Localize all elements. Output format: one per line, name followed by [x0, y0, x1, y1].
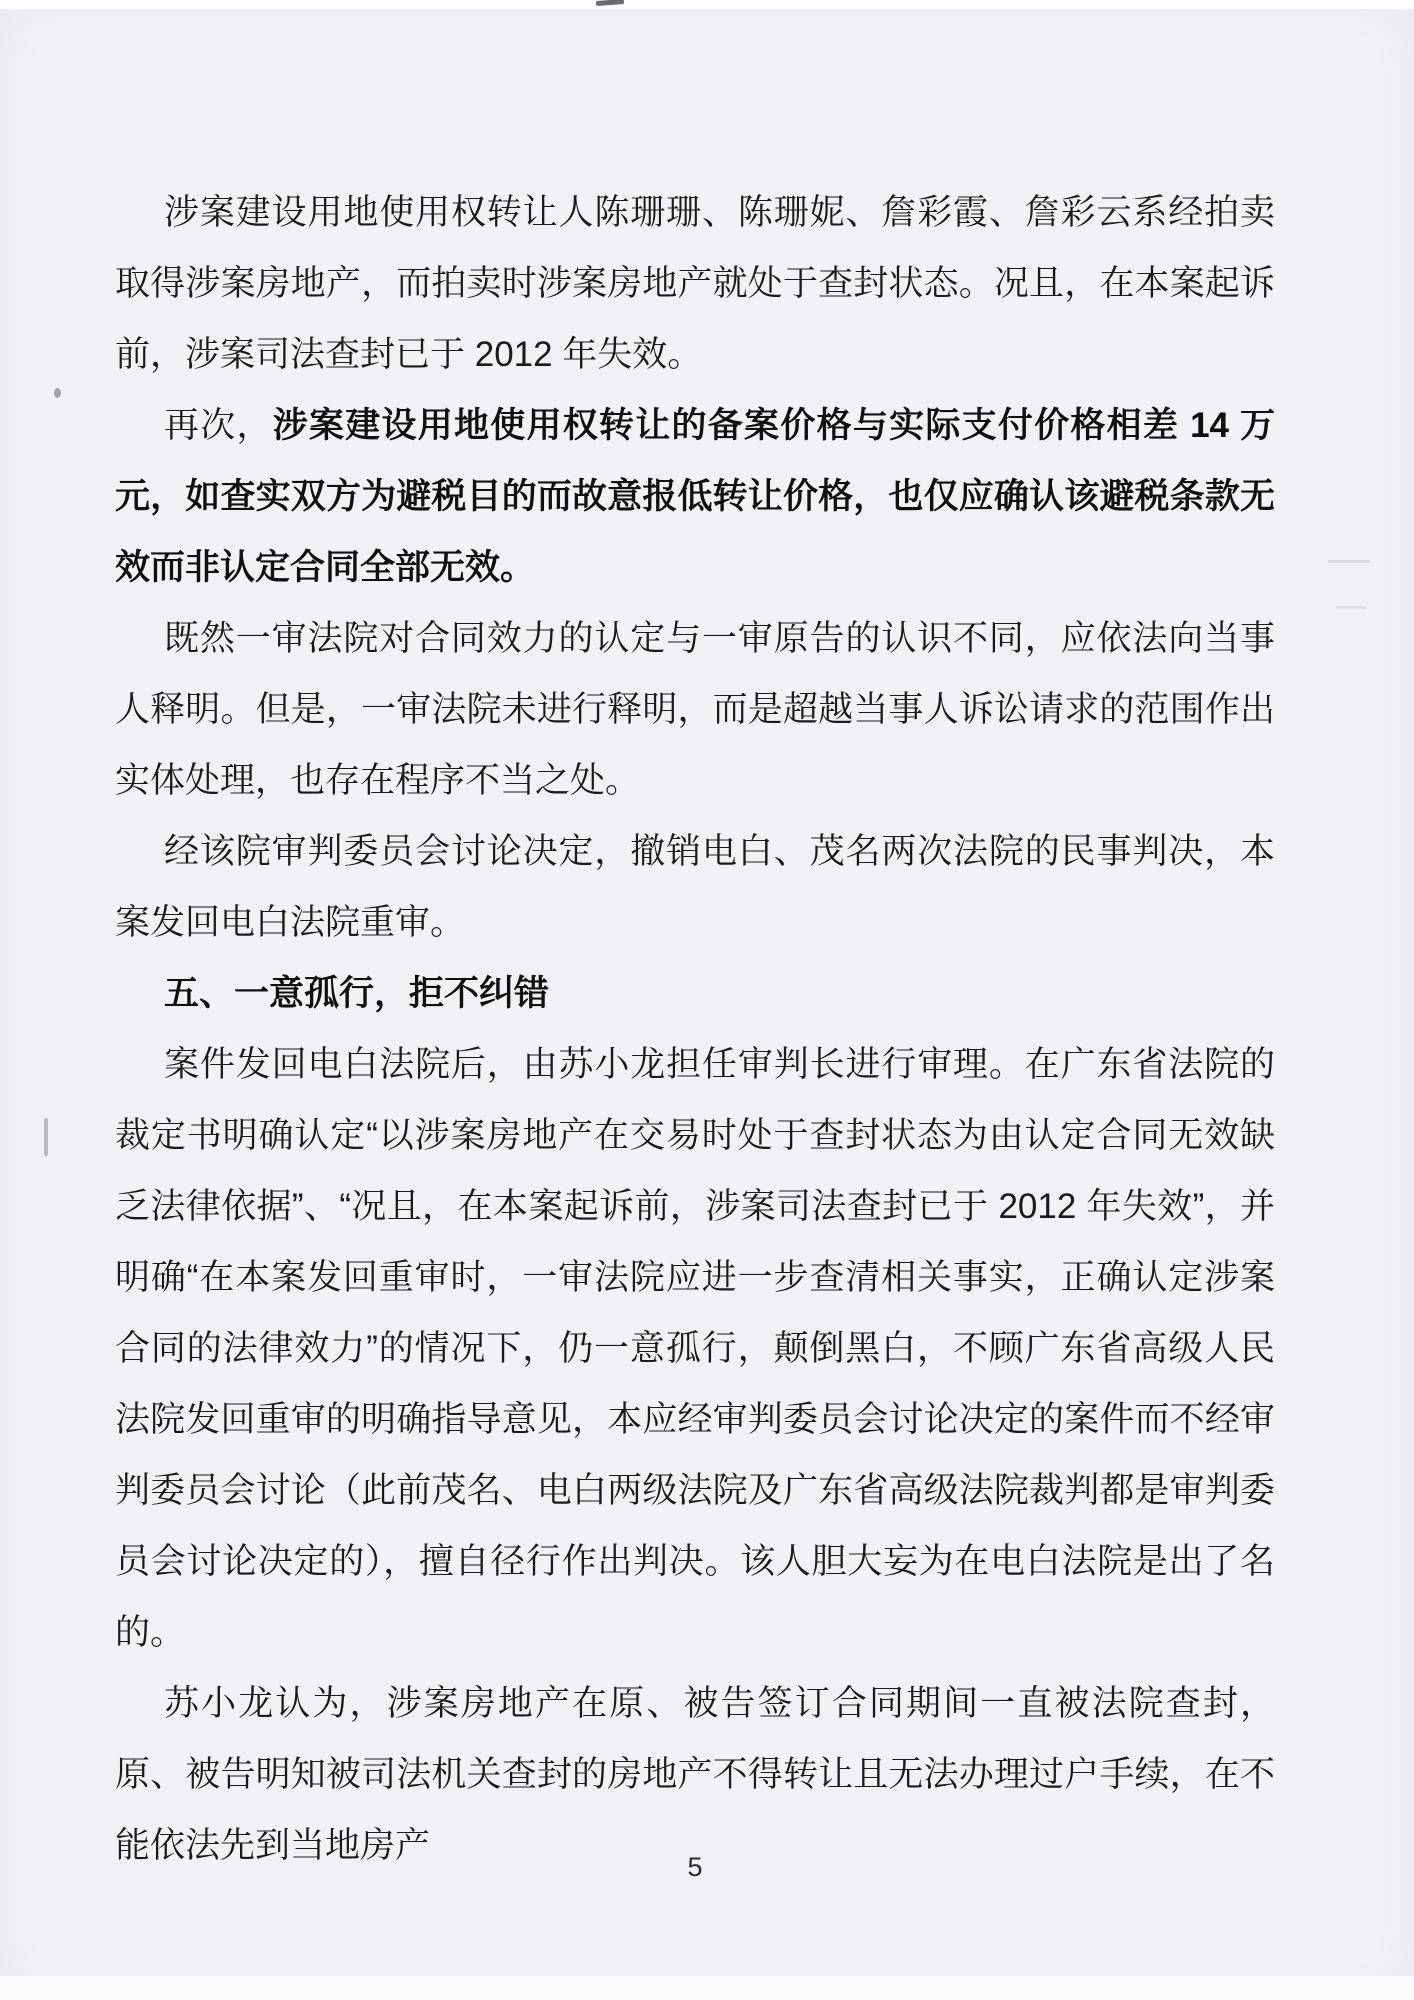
paragraph [115, 390, 1275, 603]
section-heading [115, 958, 1275, 1029]
text-run: 经该院审判委员会讨论决定，撤销电白、茂名两次法院的民事判决，本案发回电白法院重审。 [115, 832, 1275, 942]
page-number: 5 [687, 1852, 703, 1882]
text-run: 五、一意孤行，拒不纠错 [164, 974, 550, 1013]
text-run: 苏小龙认为，涉案房地产在原、被告签订合同期间一直被法院查封，原、被告明知被司法机关查封的房地产不得转让且无法办理过户手续，在不能依法先到当地房产 [115, 1684, 1275, 1865]
text-run: 案件发回电白法院后，由苏小龙担任审判长进行审理。在广东省法院的裁定书明确认定“以涉案房地产在交易时处于查封状态为由认定合同无效缺乏法律依据”、“况且，在本案起诉前，涉案司法查封已于 2012 年失效”，并明确“在本案发回重审时，一审法院应进一步查清相关事实，正确认定涉案合同的法律效力”的情况下，仍一意孤行，颠倒黑白，不顾广东省高级人民法院发回重审的明确指导意见，本应经审判委员会讨论决定的案件而不经审判委员会讨论（此前茂名、电白两级法院及广东省高级法院裁判都是审判委员会讨论决定的），擅自径行作出判决。该人胆大妄为在电白法院是出了名的。 [115, 1045, 1275, 1652]
paragraph [115, 177, 1275, 390]
paragraph [115, 816, 1275, 958]
scan-speck [54, 388, 61, 398]
document-body [115, 177, 1275, 1881]
paragraph [115, 1029, 1275, 1668]
paragraph [115, 603, 1275, 816]
scan-crease [1336, 606, 1366, 609]
paragraph [115, 1668, 1275, 1881]
text-run: 既然一审法院对合同效力的认定与一审原告的认识不同，应依法向当事人释明。但是，一审法院未进行释明，而是超越当事人诉讼请求的范围作出实体处理，也存在程序不当之处。 [115, 619, 1275, 800]
text-run: 涉案建设用地使用权转让人陈珊珊、陈珊妮、詹彩霞、詹彩云系经拍卖取得涉案房地产，而拍卖时涉案房地产就处于查封状态。况且，在本案起诉前，涉案司法查封已于 2012 年失效。 [115, 193, 1275, 374]
scan-speck [44, 1118, 48, 1156]
scan-edge-top [0, 0, 1414, 9]
text-run: 再次， [164, 406, 273, 445]
text-run: 涉案建设用地使用权转让的备案价格与实际支付价格相差 14 万元，如查实双方为避税目的而故意报低转让价格，也仅应确认该避税条款无效而非认定合同全部无效。 [115, 406, 1275, 587]
scan-edge-bottom [0, 1976, 1414, 2000]
scan-crease [1328, 560, 1370, 563]
